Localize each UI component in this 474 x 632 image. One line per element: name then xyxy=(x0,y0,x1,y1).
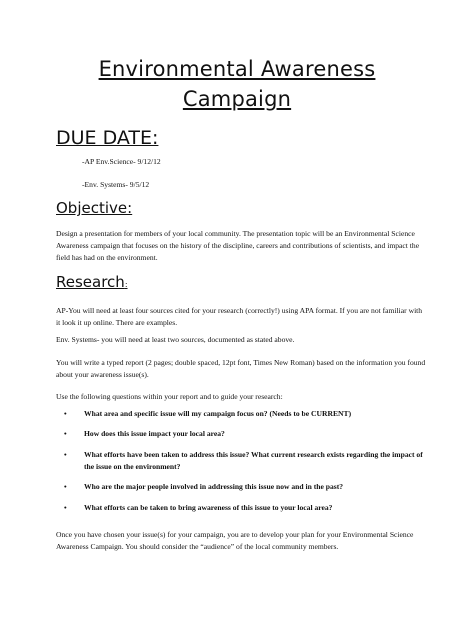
list-item xyxy=(56,502,431,514)
research-env-paragraph: Env. Systems- you will need at least two sources, documented as stated above. xyxy=(56,335,295,344)
bullet-icon: • xyxy=(64,409,67,418)
research-questions-intro: Use the following questions within your report and to guide your research: xyxy=(56,392,283,401)
question-text: Who are the major people involved in addressing this issue now and in the past? xyxy=(84,482,344,492)
research-heading xyxy=(56,273,128,291)
title-line-2: Campaign xyxy=(182,87,292,111)
closing-paragraph: Once you have chosen your issue(s) for your campaign, you are to develop your plan for your Environmental Science Awareness Campaign. You should consider the “audience” of the local community members. xyxy=(56,530,414,552)
question-text: What efforts have been taken to address this issue? What current research exists regarding the impact of the issue on the environment? xyxy=(84,449,423,471)
questions-list xyxy=(56,408,431,522)
research-heading-colon: : xyxy=(124,280,128,289)
title-line-1: Environmental Awareness xyxy=(98,57,376,81)
list-item xyxy=(56,449,431,473)
list-item xyxy=(56,428,431,440)
due-date-ap: -AP Env.Science- 9/12/12 xyxy=(82,157,161,166)
bullet-icon: • xyxy=(64,449,67,459)
due-date-env: -Env. Systems- 9/5/12 xyxy=(82,180,150,189)
objective-heading: Objective: xyxy=(56,199,133,217)
research-heading-text: Research xyxy=(56,273,125,291)
bullet-icon: • xyxy=(64,502,67,512)
bullet-icon: • xyxy=(64,429,67,439)
list-item xyxy=(56,408,431,420)
question-text: How does this issue impact your local area? xyxy=(84,429,225,439)
question-text: What efforts can be taken to bring awareness of this issue to your local area? xyxy=(84,502,333,512)
list-item xyxy=(56,481,431,493)
question-text: What area and specific issue will my campaign focus on? (Needs to be CURRENT) xyxy=(84,409,352,418)
bullet-icon: • xyxy=(64,482,67,492)
research-ap-paragraph: AP-You will need at least four sources cited for your research (correctly!) using APA format. If you are not familiar with it look it up online. There are examples. xyxy=(56,306,423,328)
research-report-paragraph: You will write a typed report (2 pages; double spaced, 12pt font, Times New Roman) based on the information you found about your awareness issue(s). xyxy=(56,358,426,380)
objective-text: Design a presentation for members of your local community. The presentation topic will be an Environmental Science Awareness campaign that focuses on the history of the discipline, careers and contributions of scientists, and impact the field has had on the environment. xyxy=(56,229,420,263)
due-date-heading: DUE DATE: xyxy=(56,127,159,149)
